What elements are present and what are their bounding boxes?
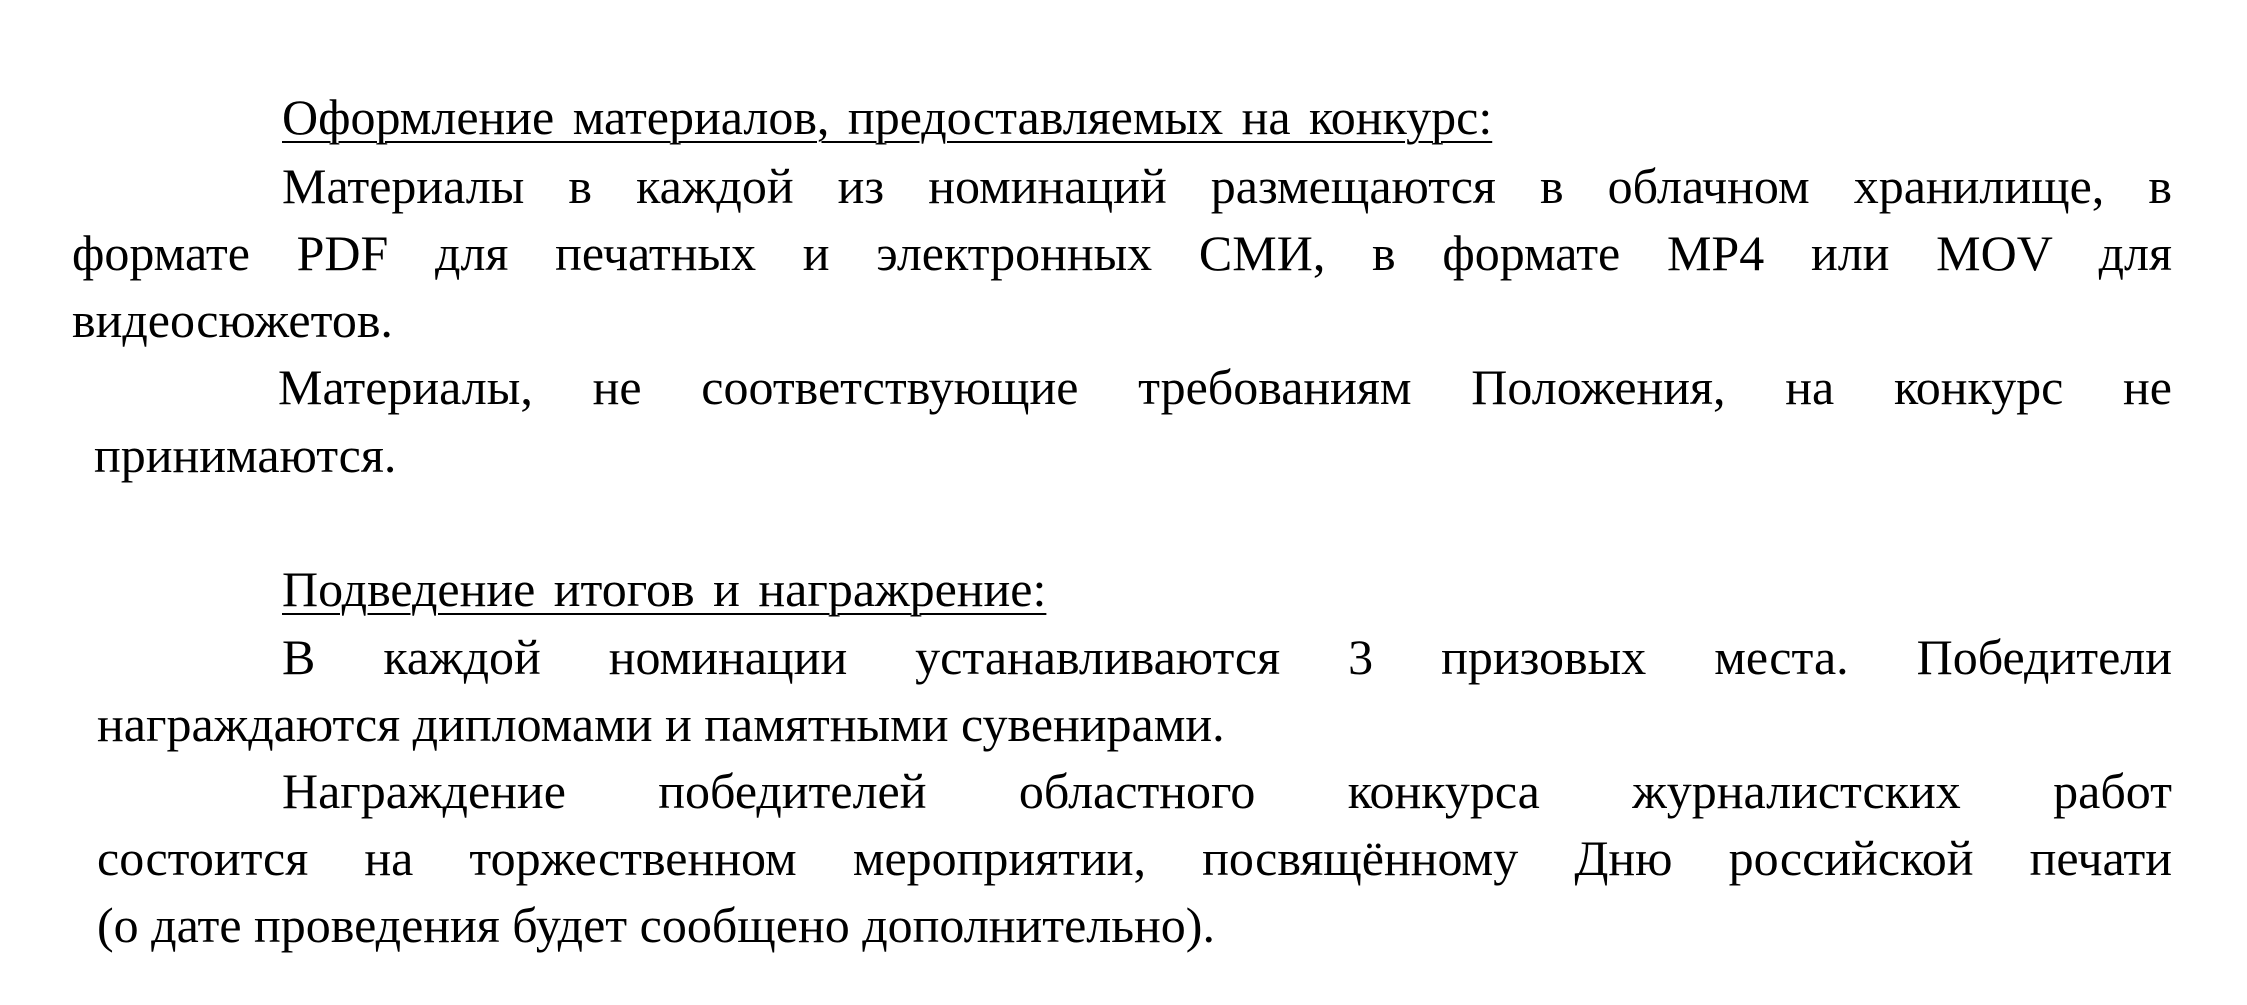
- paragraph-line: Награждение победителей областного конкурса журналистских работ: [282, 763, 2172, 819]
- section-heading-results: Подведение итогов и награжрение:: [282, 561, 1047, 617]
- paragraph-line: состоится на торжественном мероприятии, посвящённому Дню российской печати: [97, 830, 2172, 886]
- paragraph-line: награждаются дипломами и памятными сувенирами.: [97, 696, 1225, 752]
- paragraph-line: Материалы, не соответствующие требованиям Положения, на конкурс не: [278, 359, 2172, 415]
- paragraph-line: формате PDF для печатных и электронных СМИ, в формате MP4 или MOV для: [72, 225, 2172, 281]
- section-heading-materials: Оформление материалов, предоставляемых на конкурс:: [282, 89, 1493, 145]
- paragraph-line: В каждой номинации устанавливаются 3 призовых места. Победители: [282, 629, 2172, 685]
- paragraph-line: (о дате проведения будет сообщено дополнительно).: [97, 897, 1215, 953]
- paragraph-line: Материалы в каждой из номинаций размещаются в облачном хранилище, в: [282, 158, 2172, 214]
- paragraph-line: видеосюжетов.: [72, 292, 393, 348]
- paragraph-line: принимаются.: [94, 427, 397, 483]
